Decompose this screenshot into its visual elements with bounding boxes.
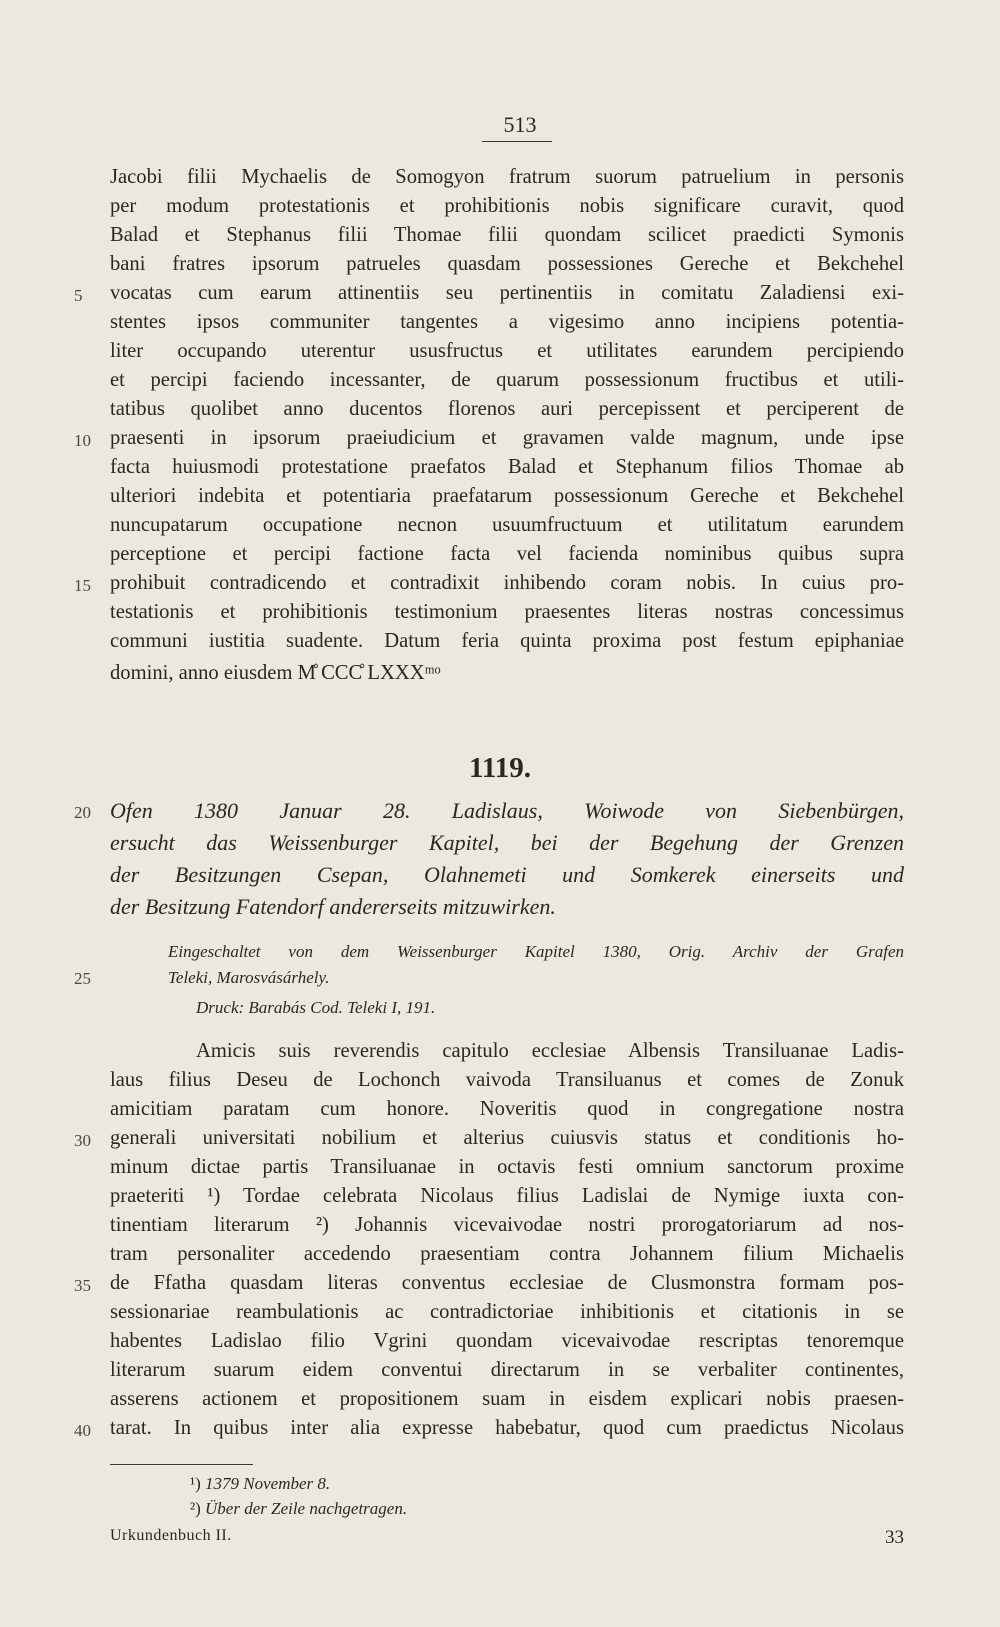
text-line: communi iustitia suadente. Datum feria quinta proxima post festum epiphaniae [110,630,904,652]
body-line: generali universitati nobilium et alterius cuiusvis status et conditionis ho- [110,1127,904,1149]
text-line: nuncupatarum occupatione necnon usuumfructuum et utilitatum earundem [110,514,904,536]
footnote-rule [110,1464,253,1465]
text-line: ulteriori indebita et potentiaria praefatarum possessionum Gereche et Bekchehel [110,485,904,507]
text-line: testationis et prohibitionis testimonium praesentes literas nostras concessimus [110,601,904,623]
document-number: 1119. [468,752,532,784]
text-line: praesenti in ipsorum praeiudicium et gravamen valde magnum, unde ipse [110,427,904,449]
text-line: stentes ipsos communiter tangentes a vigesimo anno incipiens potentia- [110,311,904,333]
body-line: de Ffatha quasdam literas conventus ecclesiae de Clusmonstra formam pos- [110,1272,904,1294]
footnote-marker: ²) [190,1499,201,1518]
signature-line: Urkundenbuch II. [110,1527,232,1544]
text-line: bani fratres ipsorum patrueles quasdam possessiones Gereche et Bekchehel [110,253,904,275]
text-line: per modum protestationis et prohibitionis nobis significare curavit, quod [110,195,904,217]
margin-line-number: 10 [74,431,91,450]
text-line: Jacobi filii Mychaelis de Somogyon fratrum suorum patruelium in personis [110,166,904,188]
margin-line-number: 15 [74,576,91,595]
sheet-number: 33 [885,1527,904,1548]
body-line: laus filius Deseu de Lochonch vaivoda Transiluanus et comes de Zonuk [110,1069,904,1091]
text-line: et percipi faciendo incessanter, de quarum possessionum fructibus et utili- [110,369,904,391]
body-line: minum dictae partis Transiluanae in octavis festi omnium sanctorum proxime [110,1156,904,1178]
body-line: tram personaliter accedendo praesentiam contra Johannem filium Michaelis [110,1243,904,1265]
margin-line-number: 40 [74,1421,91,1440]
body-line: asserens actionem et propositionem suam in eisdem explicari nobis praesen- [110,1388,904,1410]
text-line: perceptione et percipi factione facta vel facienda nominibus quibus supra [110,543,904,565]
document-heading-line: ersucht das Weissenburger Kapitel, bei der Begehung der Grenzen [110,830,904,855]
document-heading-line: Ofen 1380 Januar 28. Ladislaus, Woiwode von Siebenbürgen, [110,798,904,823]
body-line: literarum suarum eidem conventui directarum in se verbaliter continentes, [110,1359,904,1381]
body-line: praeteriti ¹) Tordae celebrata Nicolaus filius Ladislai de Nymige iuxta con- [110,1185,904,1207]
source-note-line: Teleki, Marosvásárhely. [168,968,330,987]
footnote-marker: ¹) [190,1474,201,1493]
body-line: tinentiam literarum ²) Johannis vicevaivodae nostri prorogatoriarum ad nos- [110,1214,904,1236]
margin-line-number: 5 [74,286,83,305]
page-number: 513 [503,112,537,137]
footnote-text: Über der Zeile nachgetragen. [205,1499,408,1518]
text-line: vocatas cum earum attinentiis seu pertinentiis in comitatu Zaladiensi exi- [110,282,904,304]
text-line: tatibus quolibet anno ducentos florenos auri percepissent et perciperent de [110,398,904,420]
body-line: habentes Ladislao filio Vgrini quondam vicevaivodae rescriptas tenoremque [110,1330,904,1352]
text-line: facta huiusmodi protestatione praefatos Balad et Stephanum filios Thomae ab [110,456,904,478]
body-line: Amicis suis reverendis capitulo ecclesiae Albensis Transiluanae Ladis- [196,1040,904,1062]
body-line: tarat. In quibus inter alia expresse habebatur, quod cum praedictus Nicolaus [110,1417,904,1439]
source-note-line: Druck: Barabás Cod. Teleki I, 191. [196,998,436,1017]
document-heading-line: der Besitzung Fatendorf andererseits mitzuwirken. [110,894,556,919]
body-line: amicitiam paratam cum honore. Noveritis quod in congregatione nostra [110,1098,904,1120]
margin-line-number: 35 [74,1276,91,1295]
text-line: domini, anno eiusdem M̊ CCC̊ LXXXᵐᵒ [110,662,441,684]
footnote [190,1474,330,1494]
margin-line-number: 25 [74,969,91,988]
footnote [190,1499,407,1519]
document-heading-line: der Besitzungen Csepan, Olahnemeti und Somkerek einerseits und [110,862,904,887]
source-note-line: Eingeschaltet von dem Weissenburger Kapitel 1380, Orig. Archiv der Grafen [168,942,904,961]
text-line: Balad et Stephanus filii Thomae filii quondam scilicet praedicti Symonis [110,224,904,246]
text-line: liter occupando uterentur ususfructus et utilitates earundem percipiendo [110,340,904,362]
body-line: sessionariae reambulationis ac contradictoriae inhibitionis et citationis in se [110,1301,904,1323]
margin-line-number: 20 [74,803,91,822]
margin-line-number: 30 [74,1131,91,1150]
footnote-text: 1379 November 8. [205,1474,331,1493]
text-line: prohibuit contradicendo et contradixit inhibendo coram nobis. In cuius pro- [110,572,904,594]
page-number-rule [482,141,552,142]
